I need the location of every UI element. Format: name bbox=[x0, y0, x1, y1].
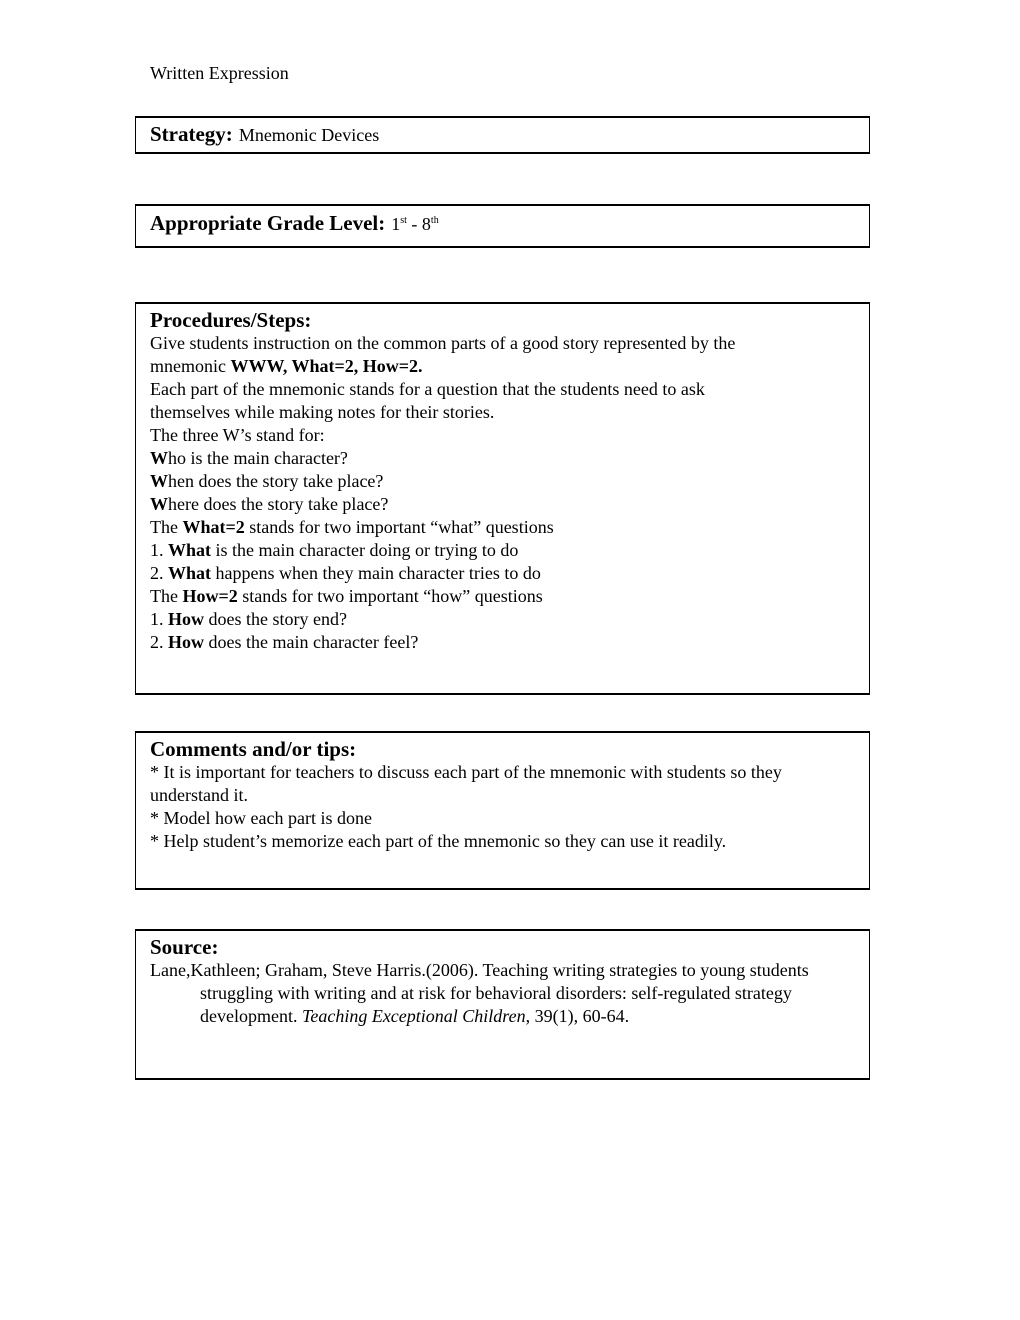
item-number: 2. bbox=[150, 563, 168, 583]
procedures-intro-line-2 bbox=[150, 355, 855, 378]
strategy-label: Strategy: bbox=[150, 122, 233, 146]
citation-volume-pages: , 39(1), 60-64. bbox=[525, 1006, 630, 1026]
tip-item-continuation: understand it. bbox=[150, 785, 248, 805]
procedures-intro-line-1: Give students instruction on the common parts of a good story represented by the bbox=[150, 333, 736, 353]
journal-title: Teaching Exceptional Children bbox=[301, 1006, 526, 1026]
item-keyword: How bbox=[168, 609, 204, 629]
what-prefix: The bbox=[150, 517, 183, 537]
item-number: 1. bbox=[150, 540, 168, 560]
grade-level-value bbox=[391, 214, 438, 234]
how-item bbox=[150, 608, 855, 631]
procedures-box bbox=[135, 302, 870, 695]
procedures-para-line-2: themselves while making notes for their stories. bbox=[150, 402, 495, 422]
source-citation bbox=[150, 959, 850, 1028]
procedures-heading: Procedures/Steps: bbox=[150, 308, 312, 332]
mnemonic-name: WWW, What=2, How=2. bbox=[230, 356, 423, 376]
what-item bbox=[150, 539, 855, 562]
item-number: 2. bbox=[150, 632, 168, 652]
item-keyword: What bbox=[168, 563, 212, 583]
grade-from: 1 bbox=[391, 214, 401, 234]
w-letter: W bbox=[150, 471, 168, 491]
grade-to: 8 bbox=[421, 214, 431, 234]
what-keyword: What=2 bbox=[182, 517, 245, 537]
grade-level-label: Appropriate Grade Level: bbox=[150, 211, 386, 235]
intro-prefix: mnemonic bbox=[150, 356, 231, 376]
how-item bbox=[150, 631, 855, 654]
w-letter: W bbox=[150, 494, 168, 514]
comments-body bbox=[150, 761, 855, 853]
citation-text: Lane,Kathleen; Graham, Steve Harris.(2006). Teaching writing strategies to young students struggling with writing and at risk for behavioral disorders: self-regulated strategy development. bbox=[150, 960, 809, 1026]
how-keyword: How=2 bbox=[182, 586, 238, 606]
tip-item: * Help student’s memorize each part of the mnemonic so they can use it readily. bbox=[150, 831, 727, 851]
procedures-body bbox=[150, 332, 855, 654]
three-w-intro: The three W’s stand for: bbox=[150, 425, 325, 445]
grade-to-suffix: th bbox=[430, 215, 439, 226]
item-text: is the main character doing or trying to do bbox=[211, 540, 519, 560]
how-prefix: The bbox=[150, 586, 183, 606]
w-item bbox=[150, 470, 855, 493]
comments-box bbox=[135, 731, 870, 890]
tip-item: * It is important for teachers to discuss each part of the mnemonic with students so they bbox=[150, 762, 782, 782]
w-question: here does the story take place? bbox=[168, 494, 389, 514]
item-text: does the main character feel? bbox=[204, 632, 419, 652]
what-intro bbox=[150, 516, 855, 539]
item-keyword: What bbox=[168, 540, 212, 560]
strategy-box bbox=[135, 116, 870, 154]
w-letter: W bbox=[150, 448, 168, 468]
what-rest: stands for two important “what” questions bbox=[244, 517, 554, 537]
grade-level-box bbox=[135, 204, 870, 248]
how-intro bbox=[150, 585, 855, 608]
w-question: hen does the story take place? bbox=[168, 471, 384, 491]
source-heading: Source: bbox=[150, 935, 219, 959]
tip-item: * Model how each part is done bbox=[150, 808, 372, 828]
comments-heading: Comments and/or tips: bbox=[150, 737, 357, 761]
item-number: 1. bbox=[150, 609, 168, 629]
source-body bbox=[150, 959, 855, 1028]
item-text: does the story end? bbox=[204, 609, 347, 629]
w-item bbox=[150, 447, 855, 470]
w-question: ho is the main character? bbox=[168, 448, 348, 468]
source-box bbox=[135, 929, 870, 1080]
item-keyword: How bbox=[168, 632, 204, 652]
grade-from-suffix: st bbox=[400, 215, 407, 226]
grade-separator: - bbox=[406, 214, 422, 234]
strategy-value: Mnemonic Devices bbox=[238, 125, 380, 145]
what-item bbox=[150, 562, 855, 585]
item-text: happens when they main character tries to do bbox=[211, 563, 541, 583]
procedures-para-line-1: Each part of the mnemonic stands for a question that the students need to ask bbox=[150, 379, 705, 399]
w-item bbox=[150, 493, 855, 516]
document-header: Written Expression bbox=[150, 63, 289, 83]
how-rest: stands for two important “how” questions bbox=[237, 586, 543, 606]
